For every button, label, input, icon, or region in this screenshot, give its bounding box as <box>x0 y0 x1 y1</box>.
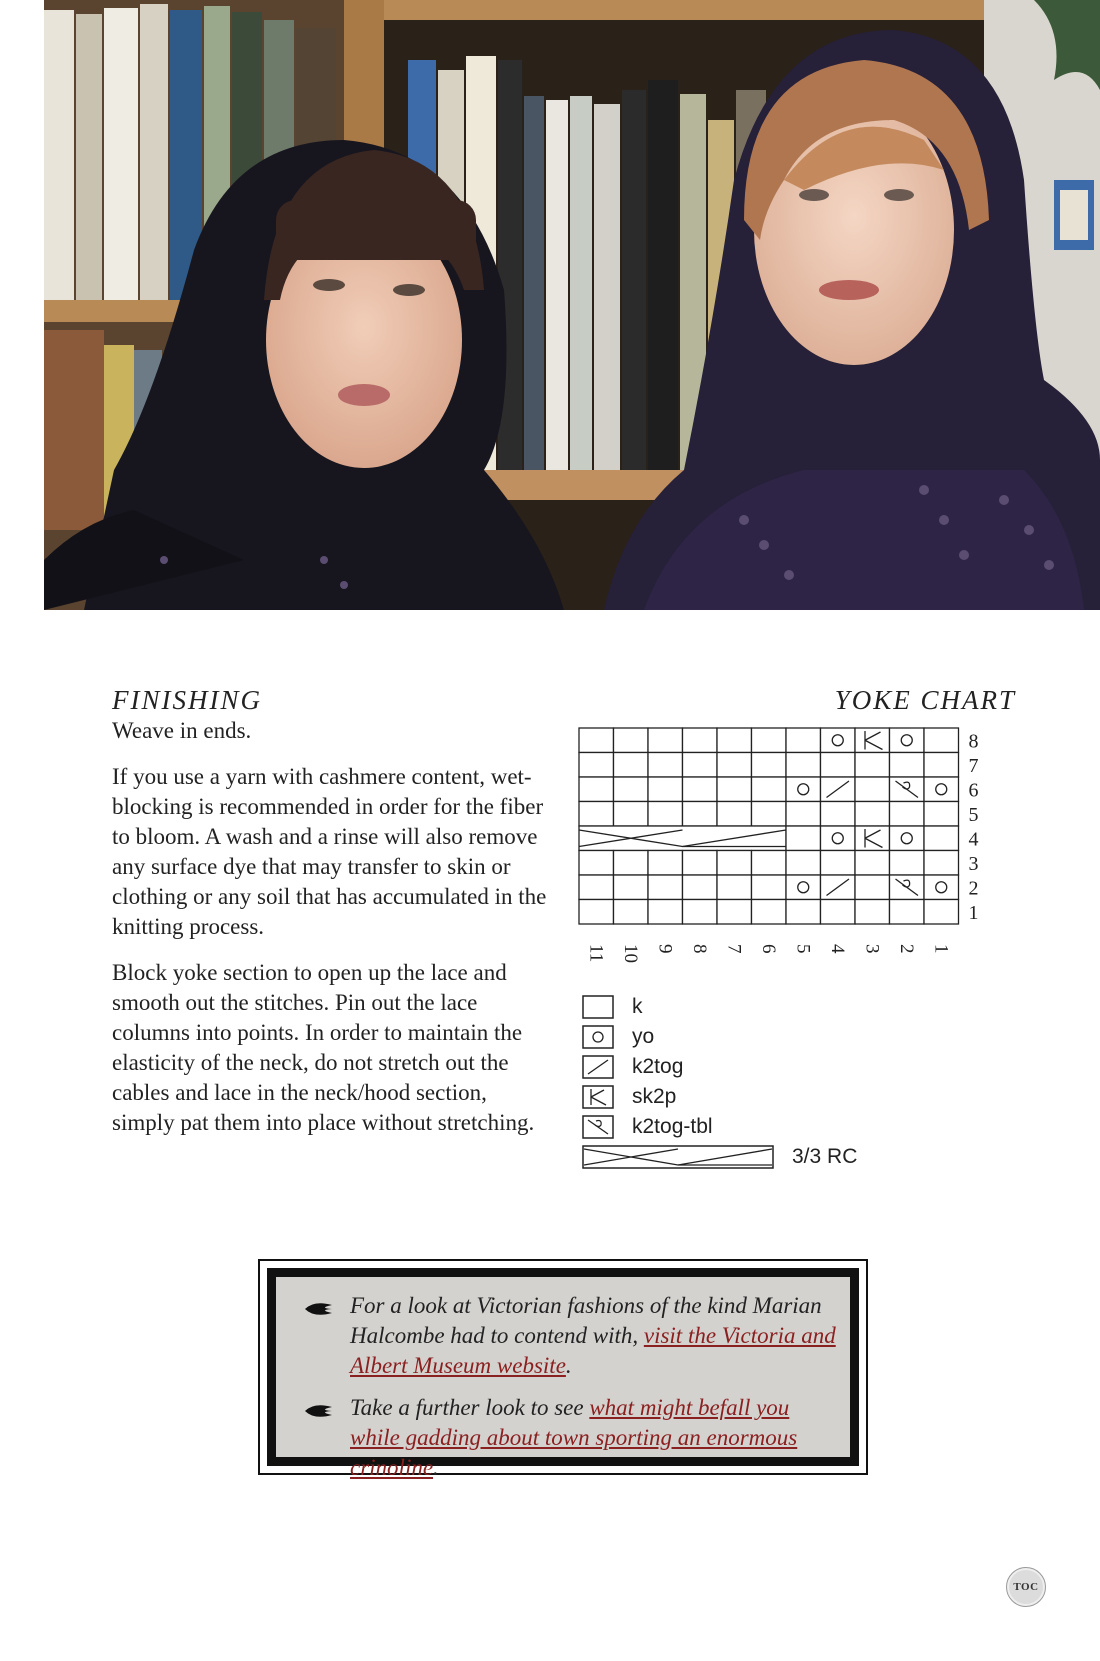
chart-cell-k <box>614 900 649 925</box>
chart-cell-k <box>717 851 752 876</box>
chart-cell-k <box>786 826 821 851</box>
column-number: 3 <box>861 944 883 954</box>
toc-button[interactable]: TOC <box>1006 1567 1046 1607</box>
chart-cell-k <box>614 777 649 802</box>
chart-cell-k <box>821 753 856 778</box>
chart-cell-k <box>579 802 614 827</box>
chart-cell-k <box>924 900 959 925</box>
yoke-chart-grid <box>578 727 998 967</box>
chart-cell-k <box>752 802 787 827</box>
chart-cell-k <box>717 900 752 925</box>
chart-cell-k <box>614 851 649 876</box>
tip-2-end: . <box>433 1455 439 1480</box>
callout-inner <box>267 1268 859 1480</box>
crinoline-link[interactable]: what might befall you while gadding about town sporting an enormous crinoline <box>350 1395 798 1480</box>
chart-cell-k <box>717 875 752 900</box>
chart-cell-k <box>786 728 821 753</box>
chart-cell-k <box>648 900 683 925</box>
victoria-albert-museum-link[interactable]: visit the Victoria and Albert Museum website <box>350 1323 836 1378</box>
fleuron-icon <box>304 1393 350 1429</box>
finishing-paragraph-2: If you use a yarn with cashmere content, wet-blocking is recommended in order for the fiber to bloom. A wash and a rinse will also remove any surface dye that may transfer to skin or clothing or any soil that has accumulated in the knitting process. <box>112 764 547 939</box>
tip-2 <box>304 1393 836 1483</box>
chart-cell-k <box>821 802 856 827</box>
chart-cell-yo <box>786 777 821 802</box>
chart-cell-k <box>924 728 959 753</box>
chart-cell-k <box>786 802 821 827</box>
chart-cell-k <box>924 802 959 827</box>
chart-cell-k <box>855 802 890 827</box>
k2tog-symbol-icon <box>582 1055 614 1079</box>
column-number: 10 <box>619 944 641 963</box>
legend-label: k2tog-tbl <box>632 1115 713 1138</box>
chart-cell-yo <box>890 826 925 851</box>
column-number: 7 <box>723 944 745 954</box>
chart-cell-k <box>855 875 890 900</box>
yarn-over-symbol-icon <box>582 1025 614 1049</box>
chart-cell-yo <box>890 728 925 753</box>
chart-cell-k <box>614 753 649 778</box>
chart-cell-k <box>855 753 890 778</box>
row-number: 6 <box>968 779 979 802</box>
chart-cell-k <box>752 900 787 925</box>
chart-cell-k <box>648 875 683 900</box>
photo-illustration <box>44 0 1100 610</box>
chart-cell-sk2p <box>855 826 890 851</box>
row-number: 4 <box>968 828 979 851</box>
finishing-heading: FINISHING <box>112 685 262 715</box>
legend-item-k <box>582 995 643 1019</box>
column-number: 6 <box>757 944 779 954</box>
chart-cell-yo <box>924 777 959 802</box>
finishing-paragraph-1: Weave in ends. <box>112 718 252 743</box>
row-number: 7 <box>968 754 979 777</box>
yoke-chart <box>578 727 998 972</box>
row-number: 1 <box>968 901 979 924</box>
tip-2-text <box>350 1393 836 1483</box>
chart-cell-k <box>579 728 614 753</box>
chart-cell-k <box>579 777 614 802</box>
chart-cell-k <box>786 851 821 876</box>
chart-cell-k <box>683 777 718 802</box>
chart-cell-k <box>855 777 890 802</box>
chart-cell-k <box>579 900 614 925</box>
chart-cell-k <box>924 826 959 851</box>
fleuron-icon <box>304 1291 350 1327</box>
row-number: 8 <box>968 730 979 753</box>
finishing-section <box>112 684 552 1152</box>
chart-cell-k <box>648 777 683 802</box>
yoke-chart-title: YOKE CHART <box>834 685 1016 715</box>
chart-cell-k <box>786 900 821 925</box>
chart-cell-yo <box>924 875 959 900</box>
tip-1-end: . <box>565 1353 572 1378</box>
row-number: 5 <box>968 803 979 826</box>
chart-cell-k <box>614 802 649 827</box>
column-number: 9 <box>654 944 676 954</box>
chart-cell-yo <box>786 875 821 900</box>
chart-cell-k <box>924 753 959 778</box>
row-number: 2 <box>968 877 979 900</box>
finishing-paragraph-3: Block yoke section to open up the lace and smooth out the stitches. Pin out the lace columns into points. In order to maintain the elasticity of the neck, do not stretch out the cables and lace in the neck/hood section, simply pat them into place without stretching. <box>112 960 535 1135</box>
chart-cell-k <box>752 728 787 753</box>
chart-cell-k <box>579 753 614 778</box>
chart-cell-k <box>752 875 787 900</box>
chart-cell-yo <box>821 728 856 753</box>
hero-photo <box>44 0 1100 610</box>
column-number: 2 <box>895 944 917 954</box>
chart-cell-k <box>752 777 787 802</box>
column-number: 4 <box>826 944 848 954</box>
k2tog-tbl-symbol-icon <box>582 1115 614 1139</box>
chart-cell-k <box>890 900 925 925</box>
chart-cell-k <box>717 728 752 753</box>
chart-cell-k <box>855 900 890 925</box>
sk2p-symbol-icon <box>582 1085 614 1109</box>
legend-label: 3/3 RC <box>792 1145 858 1168</box>
chart-cell-k <box>683 851 718 876</box>
chart-cell-k <box>890 851 925 876</box>
chart-cell-k <box>648 728 683 753</box>
knit-symbol-icon <box>582 995 614 1019</box>
row-number: 3 <box>968 852 979 875</box>
legend-label: yo <box>632 1025 655 1048</box>
chart-cell-k <box>821 851 856 876</box>
legend-item-yo <box>582 1025 654 1049</box>
chart-cell-k <box>855 851 890 876</box>
tip-1-intro: For a look at Victorian fashions of the kind Marian Halcombe had to contend with, <box>350 1293 822 1348</box>
chart-cell-k <box>786 753 821 778</box>
legend-label: sk2p <box>632 1085 677 1108</box>
legend-label: k <box>632 995 643 1018</box>
chart-cell-k <box>648 753 683 778</box>
chart-cell-k <box>614 875 649 900</box>
chart-cell-k <box>648 851 683 876</box>
chart-cell-k <box>717 753 752 778</box>
tip-1 <box>304 1291 836 1381</box>
chart-cell-k <box>752 753 787 778</box>
chart-cell-k <box>683 875 718 900</box>
chart-cell-k <box>717 802 752 827</box>
chart-cell-k <box>717 777 752 802</box>
chart-cell-yo <box>821 826 856 851</box>
chart-cell-k <box>579 875 614 900</box>
legend-label: k2tog <box>632 1055 684 1078</box>
chart-cell-k <box>924 851 959 876</box>
legend-item-sk2p <box>582 1085 676 1109</box>
chart-cell-k <box>648 802 683 827</box>
legend-item-cable <box>582 1145 857 1169</box>
chart-cell-k <box>890 753 925 778</box>
chart-cell-k <box>579 851 614 876</box>
chart-cell-sk2p <box>855 728 890 753</box>
cable-symbol-icon <box>582 1145 774 1169</box>
chart-cell-k <box>614 728 649 753</box>
chart-cell-k <box>683 900 718 925</box>
chart-cell-k <box>683 802 718 827</box>
chart-cell-k <box>683 753 718 778</box>
chart-cell-k <box>890 802 925 827</box>
column-number: 5 <box>792 944 814 954</box>
chart-cell-k <box>683 728 718 753</box>
chart-cell-k <box>752 851 787 876</box>
tip-2-intro: Take a further look to see <box>350 1395 590 1420</box>
column-number: 11 <box>585 944 607 963</box>
callout-box <box>258 1259 868 1480</box>
column-number: 1 <box>930 944 952 954</box>
column-number: 8 <box>688 944 710 954</box>
tip-1-text <box>350 1291 836 1381</box>
legend-item-k2tog <box>582 1055 683 1079</box>
legend-item-k2tog-tbl <box>582 1115 713 1139</box>
chart-cell-k <box>821 900 856 925</box>
